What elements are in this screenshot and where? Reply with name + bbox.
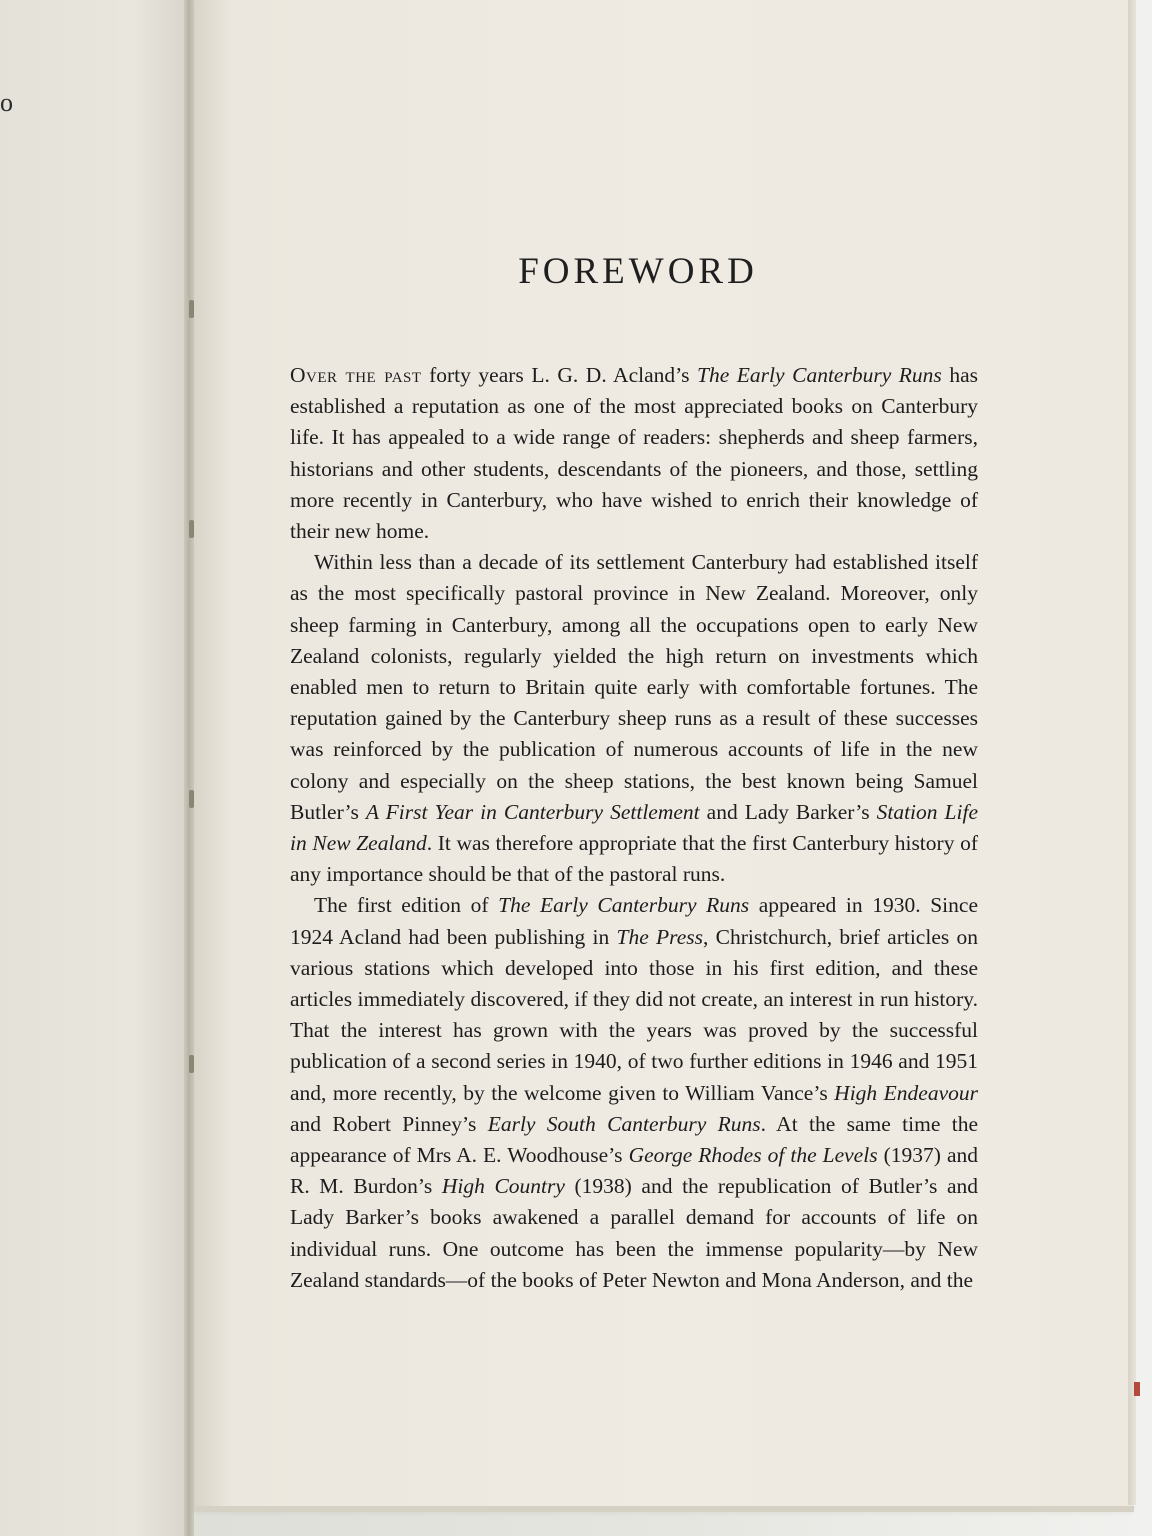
- book-title: The Early Canterbury Runs: [498, 893, 750, 918]
- cover-edge-mark: [1134, 1382, 1140, 1396]
- text-run: Within less than a decade of its settlement Canterbury had established itself as the most specifically pastoral province in New Zealand. Moreover, only sheep farming in Canterbury, among all the occupations open to early New Zealand colonists, regularly yielded the high return on investments which enabled men to return to Britain quite early with comfortable fortunes. The reputation gained by the Canterbury sheep runs as a result of these successes was reinforced by the publication of numerous accounts of life in the new colony and especially on the sheep stations, the best known being Samuel Butler’s: [290, 550, 978, 824]
- text-run: and Lady Barker’s: [699, 799, 877, 824]
- text-run: . It was therefore appropriate that the first Canterbury history of any importance should be that of the pastoral runs.: [290, 831, 978, 887]
- text-run: and Robert Pinney’s: [290, 1111, 488, 1136]
- text-run: has established a reputation as one of the most appreciated books on Canterbury life. It has appealed to a wide range of readers: shepherds and sheep farmers, historians and other students, descendants of the pioneers, and those, settling more recently in Canterbury, who have wished to enrich their knowledge of their new home.: [290, 363, 978, 544]
- text-run: The first edition of: [314, 893, 499, 918]
- text-run: (1938) and the republication of Butler’s and Lady Barker’s books awakened a parallel demand for accounts of life on individual runs. One outcome has been the immense popularity—by New Zealand standards—of the books of Peter Newton and Mona Anderson, and the: [290, 1174, 978, 1292]
- book-title: The Early Canterbury Runs: [697, 363, 942, 387]
- book-title: High Endeavour: [834, 1080, 978, 1105]
- book-title: Station Life in New Zealand: [290, 799, 978, 856]
- book-title: High Country: [441, 1174, 565, 1199]
- left-page: [0, 0, 190, 1536]
- page-edge: [1128, 0, 1136, 1505]
- paragraph-2: [290, 547, 978, 890]
- paragraph-3: [290, 890, 978, 1296]
- newspaper-title: The Press: [616, 924, 704, 949]
- text-run: forty years L. G. D. Acland’s: [421, 363, 698, 387]
- page-bottom-edge: [194, 1506, 1134, 1512]
- text-run: . At the same time the appearance of Mrs A. E. Woodhouse’s: [290, 1111, 978, 1168]
- text-run: (1937) and R. M. Burdon’s: [290, 1143, 978, 1199]
- text-run: appeared in 1930. Since 1924 Acland had been publishing in: [290, 893, 978, 949]
- text-run: , Christchurch, brief articles on various stations which developed into those in his first edition, and these articles immediately discovered, if they did not create, an interest in run history. That the interest has grown with the years was proved by the successful publication of a second series in 1940, of two further editions in 1946 and 1951 and, more recently, by the welcome given to William Vance’s: [290, 924, 978, 1105]
- book-title: Early South Canterbury Runs: [487, 1111, 761, 1136]
- book-spine: [184, 0, 194, 1536]
- body-text: [290, 360, 978, 1296]
- left-page-number: o: [0, 88, 13, 117]
- page-title: FOREWORD: [518, 251, 758, 292]
- paragraph-1: [290, 360, 978, 547]
- book-title: George Rhodes of the Levels: [628, 1143, 878, 1168]
- book-title: A First Year in Canterbury Settlement: [365, 799, 700, 824]
- lead-in-smallcaps: Over the past: [290, 363, 422, 387]
